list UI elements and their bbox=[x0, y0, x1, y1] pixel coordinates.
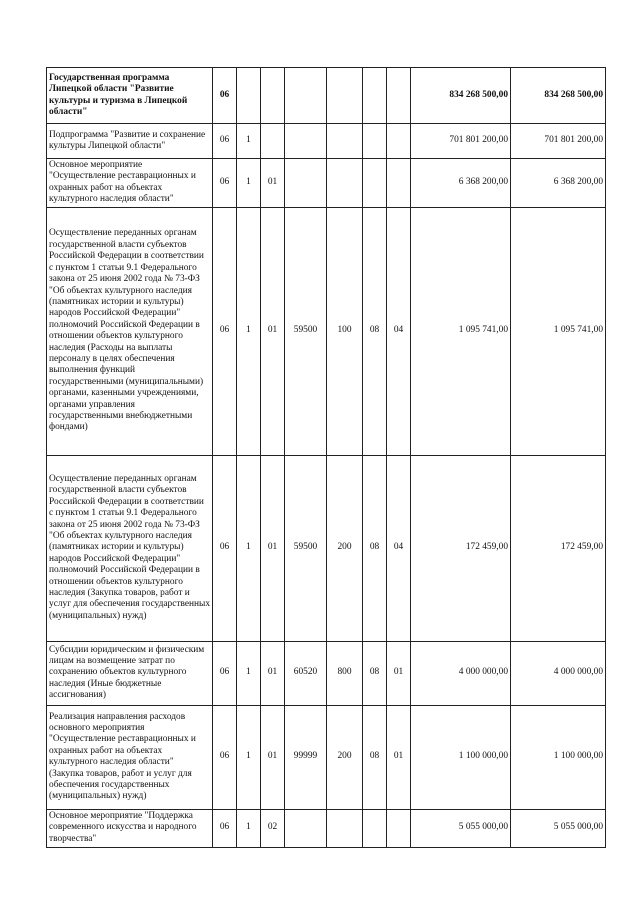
main-event-code: 01 bbox=[261, 705, 285, 809]
program-code: 06 bbox=[213, 207, 237, 455]
amount-year-1: 6 368 200,00 bbox=[411, 159, 511, 208]
subprogram-code: 1 bbox=[237, 124, 261, 159]
budget-sheet bbox=[46, 67, 606, 848]
amount-year-2: 834 268 500,00 bbox=[511, 68, 606, 124]
amount-year-2: 6 368 200,00 bbox=[511, 159, 606, 208]
subprogram-code: 1 bbox=[237, 455, 261, 641]
program-code: 06 bbox=[213, 124, 237, 159]
program-code: 06 bbox=[213, 68, 237, 124]
expense-name: Осуществление переданных органам государственной власти субъектов Российской Федерации в соответствии с пунктом 1 статьи 9.1 Федерального закона от 25 июня 2002 года № 73-ФЗ "Об объектах культурного наследия (памятниках истории и культуры) народов Российской Федерации" полномочий Российской Федерации в отношении объектов культурного наследия (Расходы на выплаты персоналу в целях обеспечения выполнения функций государственными (муниципальными) органами, казенными учреждениями, органами управления государственными внебюджетными фондами) bbox=[47, 207, 213, 455]
subsection-code bbox=[387, 124, 411, 159]
section-code: 08 bbox=[363, 455, 387, 641]
amount-year-2: 172 459,00 bbox=[511, 455, 606, 641]
amount-year-2: 5 055 000,00 bbox=[511, 809, 606, 847]
amount-year-1: 701 801 200,00 bbox=[411, 124, 511, 159]
main-event-code: 01 bbox=[261, 159, 285, 208]
section-code: 08 bbox=[363, 705, 387, 809]
main-event-code: 02 bbox=[261, 809, 285, 847]
table-row bbox=[47, 705, 606, 809]
expense-name: Основное мероприятие "Осуществление реставрационных и охранных работ на объектах культурного наследия области" bbox=[47, 159, 213, 208]
subsection-code bbox=[387, 68, 411, 124]
expense-name: Субсидии юридическим и физическим лицам на возмещение затрат по сохранению объектов культурного наследия (Иные бюджетные ассигнования) bbox=[47, 641, 213, 705]
direction-code bbox=[285, 159, 327, 208]
table-row bbox=[47, 809, 606, 847]
expense-name: Основное мероприятие "Поддержка современного искусства и народного творчества" bbox=[47, 809, 213, 847]
expense-type-code bbox=[327, 809, 363, 847]
section-code: 08 bbox=[363, 641, 387, 705]
program-code: 06 bbox=[213, 455, 237, 641]
expense-name: Осуществление переданных органам государственной власти субъектов Российской Федерации в соответствии с пунктом 1 статьи 9.1 Федерального закона от 25 июня 2002 года № 73-ФЗ "Об объектах культурного наследия (памятниках истории и культуры) народов Российской Федерации" полномочий Российской Федерации в отношении объектов культурного наследия (Закупка товаров, работ и услуг для обеспечения государственных (муниципальных) нужд) bbox=[47, 455, 213, 641]
expense-name: Реализация направления расходов основного мероприятия "Осуществление реставрационных и охранных работ на объектах культурного наследия области" (Закупка товаров, работ и услуг для обеспечения государственных (муниципальных) нужд) bbox=[47, 705, 213, 809]
amount-year-1: 4 000 000,00 bbox=[411, 641, 511, 705]
budget-table bbox=[46, 67, 606, 848]
subsection-code: 04 bbox=[387, 455, 411, 641]
program-code: 06 bbox=[213, 641, 237, 705]
expense-type-code bbox=[327, 159, 363, 208]
expense-type-code bbox=[327, 68, 363, 124]
amount-year-2: 1 095 741,00 bbox=[511, 207, 606, 455]
section-code bbox=[363, 159, 387, 208]
main-event-code: 01 bbox=[261, 641, 285, 705]
amount-year-1: 1 100 000,00 bbox=[411, 705, 511, 809]
subsection-code: 01 bbox=[387, 641, 411, 705]
section-code bbox=[363, 124, 387, 159]
program-code: 06 bbox=[213, 705, 237, 809]
direction-code: 59500 bbox=[285, 455, 327, 641]
direction-code: 59500 bbox=[285, 207, 327, 455]
direction-code: 99999 bbox=[285, 705, 327, 809]
program-code: 06 bbox=[213, 159, 237, 208]
section-code bbox=[363, 809, 387, 847]
expense-name: Государственная программа Липецкой области "Развитие культуры и туризма в Липецкой области" bbox=[47, 68, 213, 124]
subsection-code: 01 bbox=[387, 705, 411, 809]
subprogram-code bbox=[237, 68, 261, 124]
subsection-code: 04 bbox=[387, 207, 411, 455]
expense-type-code bbox=[327, 124, 363, 159]
table-row bbox=[47, 641, 606, 705]
direction-code bbox=[285, 124, 327, 159]
subsection-code bbox=[387, 809, 411, 847]
expense-type-code: 200 bbox=[327, 705, 363, 809]
direction-code: 60520 bbox=[285, 641, 327, 705]
subprogram-code: 1 bbox=[237, 207, 261, 455]
table-row bbox=[47, 68, 606, 124]
table-row bbox=[47, 207, 606, 455]
subprogram-code: 1 bbox=[237, 641, 261, 705]
table-row bbox=[47, 159, 606, 208]
section-code bbox=[363, 68, 387, 124]
main-event-code: 01 bbox=[261, 207, 285, 455]
direction-code bbox=[285, 809, 327, 847]
amount-year-1: 1 095 741,00 bbox=[411, 207, 511, 455]
amount-year-2: 701 801 200,00 bbox=[511, 124, 606, 159]
amount-year-2: 1 100 000,00 bbox=[511, 705, 606, 809]
main-event-code: 01 bbox=[261, 455, 285, 641]
amount-year-1: 5 055 000,00 bbox=[411, 809, 511, 847]
main-event-code bbox=[261, 68, 285, 124]
subprogram-code: 1 bbox=[237, 809, 261, 847]
subprogram-code: 1 bbox=[237, 159, 261, 208]
table-row bbox=[47, 124, 606, 159]
section-code: 08 bbox=[363, 207, 387, 455]
expense-type-code: 800 bbox=[327, 641, 363, 705]
expense-type-code: 100 bbox=[327, 207, 363, 455]
expense-name: Подпрограмма "Развитие и сохранение культуры Липецкой области" bbox=[47, 124, 213, 159]
amount-year-2: 4 000 000,00 bbox=[511, 641, 606, 705]
table-row bbox=[47, 455, 606, 641]
subprogram-code: 1 bbox=[237, 705, 261, 809]
subsection-code bbox=[387, 159, 411, 208]
budget-rows bbox=[47, 68, 606, 848]
expense-type-code: 200 bbox=[327, 455, 363, 641]
main-event-code bbox=[261, 124, 285, 159]
program-code: 06 bbox=[213, 809, 237, 847]
amount-year-1: 834 268 500,00 bbox=[411, 68, 511, 124]
direction-code bbox=[285, 68, 327, 124]
amount-year-1: 172 459,00 bbox=[411, 455, 511, 641]
